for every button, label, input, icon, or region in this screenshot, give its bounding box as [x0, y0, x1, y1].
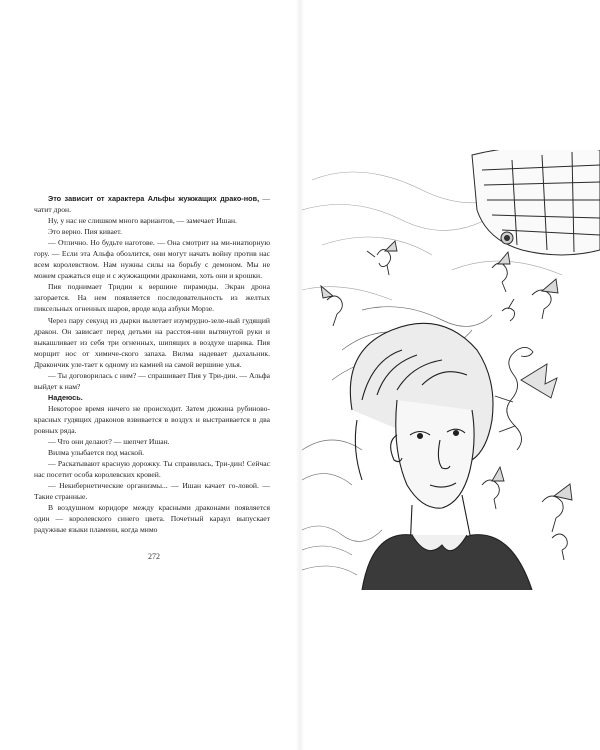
paragraph — [34, 215, 270, 226]
paragraph-text: — Раскатывают красную дорожку. Ты справилась, Три-дин! Сейчас нас посетит особа королевских кровей. — [34, 459, 270, 480]
dragon-3 — [532, 279, 558, 319]
paragraph — [34, 447, 270, 458]
airship-drawing — [472, 150, 600, 255]
paragraph-text: — Что они делают? — шепчет Ишан. — [48, 437, 170, 447]
dragon-1 — [367, 241, 397, 275]
paragraph — [34, 502, 270, 535]
paragraph — [34, 226, 270, 237]
paragraph-text: Через пару секунд из дырки вылетает изумрудно-зеле-ный гудящий дракон. Он зависает перед детьми на расстоя-нии вытянутой руки и выкашливает из себя три огненных, шипящих в воздухе шарика. Пия морщит нос от химиче-ского запаха. Вилма надевает дыхальник. Дракончик уле-тает к одному из камней на самой вершине улья. — [34, 315, 270, 369]
paragraph — [34, 315, 270, 370]
dragon-8 — [552, 534, 567, 560]
paragraph — [34, 480, 270, 502]
paragraph-text: Надеюсь. — [48, 392, 83, 402]
paragraph-text: — чатит дрон. — [34, 194, 270, 215]
paragraph-text: Пия поднимает Тридин к вершине пирамиды. Экран дрона загорается. На нем появляется последовательность из желтых пиксельных огненных шаров, вроде кода азбуки Морзе. — [34, 282, 270, 314]
dragon-6 — [482, 467, 504, 509]
paragraph-text: — Некибернетические организмы... — Ишан качает го-ловой. — Такие странные. — [34, 481, 270, 502]
paragraph-text: Некоторое время ничего не происходит. Затем дюжина рубиново-красных гудящих драконов взвивается в воздух и выстраивается в два ровных ряда. — [34, 403, 270, 435]
paragraph-text: В воздушном коридоре между красными драконами появляется один — королевского синего цвета. Почетный караул выпускает радужные языки пламени, когда мимо — [34, 503, 270, 535]
paragraph — [34, 436, 270, 447]
paragraph — [34, 193, 270, 215]
paragraph-text: — Отлично. Но будьте наготове. — Она смотрит на ми-ниатюрную гору. — Если эта Альфа обозлится, они могут начать войну против нас всем королевством. Нам нужны силы на борьбу с демоном. Мы не можем сражаться еще и с жужжащими драконами, хоть они и крошки. — [34, 238, 270, 281]
dragon-2 — [492, 252, 510, 292]
dragon-7 — [542, 484, 572, 532]
dragon-5 — [502, 299, 515, 321]
paragraph — [34, 370, 270, 392]
paragraph — [34, 403, 270, 436]
paragraph — [34, 237, 270, 281]
illustration-boy-and-dragons — [302, 150, 600, 590]
dragon-4 — [321, 286, 342, 326]
chapter-text — [34, 193, 270, 535]
paragraph — [34, 392, 270, 403]
paragraph-text: Ну, у нас не слишком много вариантов, — замечает Ишан. — [48, 216, 237, 226]
paragraph-text: Это зависит от характера Альфы жужжащих драко-нов, — [48, 194, 260, 203]
page-number: 272 — [148, 552, 160, 561]
paragraph-text: Это верно. Пия кивает. — [48, 227, 122, 237]
dragon-large — [495, 347, 557, 450]
paragraph-text: Вилма улыбается под маской. — [48, 448, 145, 458]
boy-portrait — [350, 323, 532, 590]
paragraph — [34, 281, 270, 314]
paragraph-text: — Ты договорилась с ним? — спрашивает Пия у Три-дин. — Альфа выйдет к нам? — [34, 370, 270, 391]
illustration-drawing — [302, 150, 600, 590]
paragraph — [34, 458, 270, 480]
